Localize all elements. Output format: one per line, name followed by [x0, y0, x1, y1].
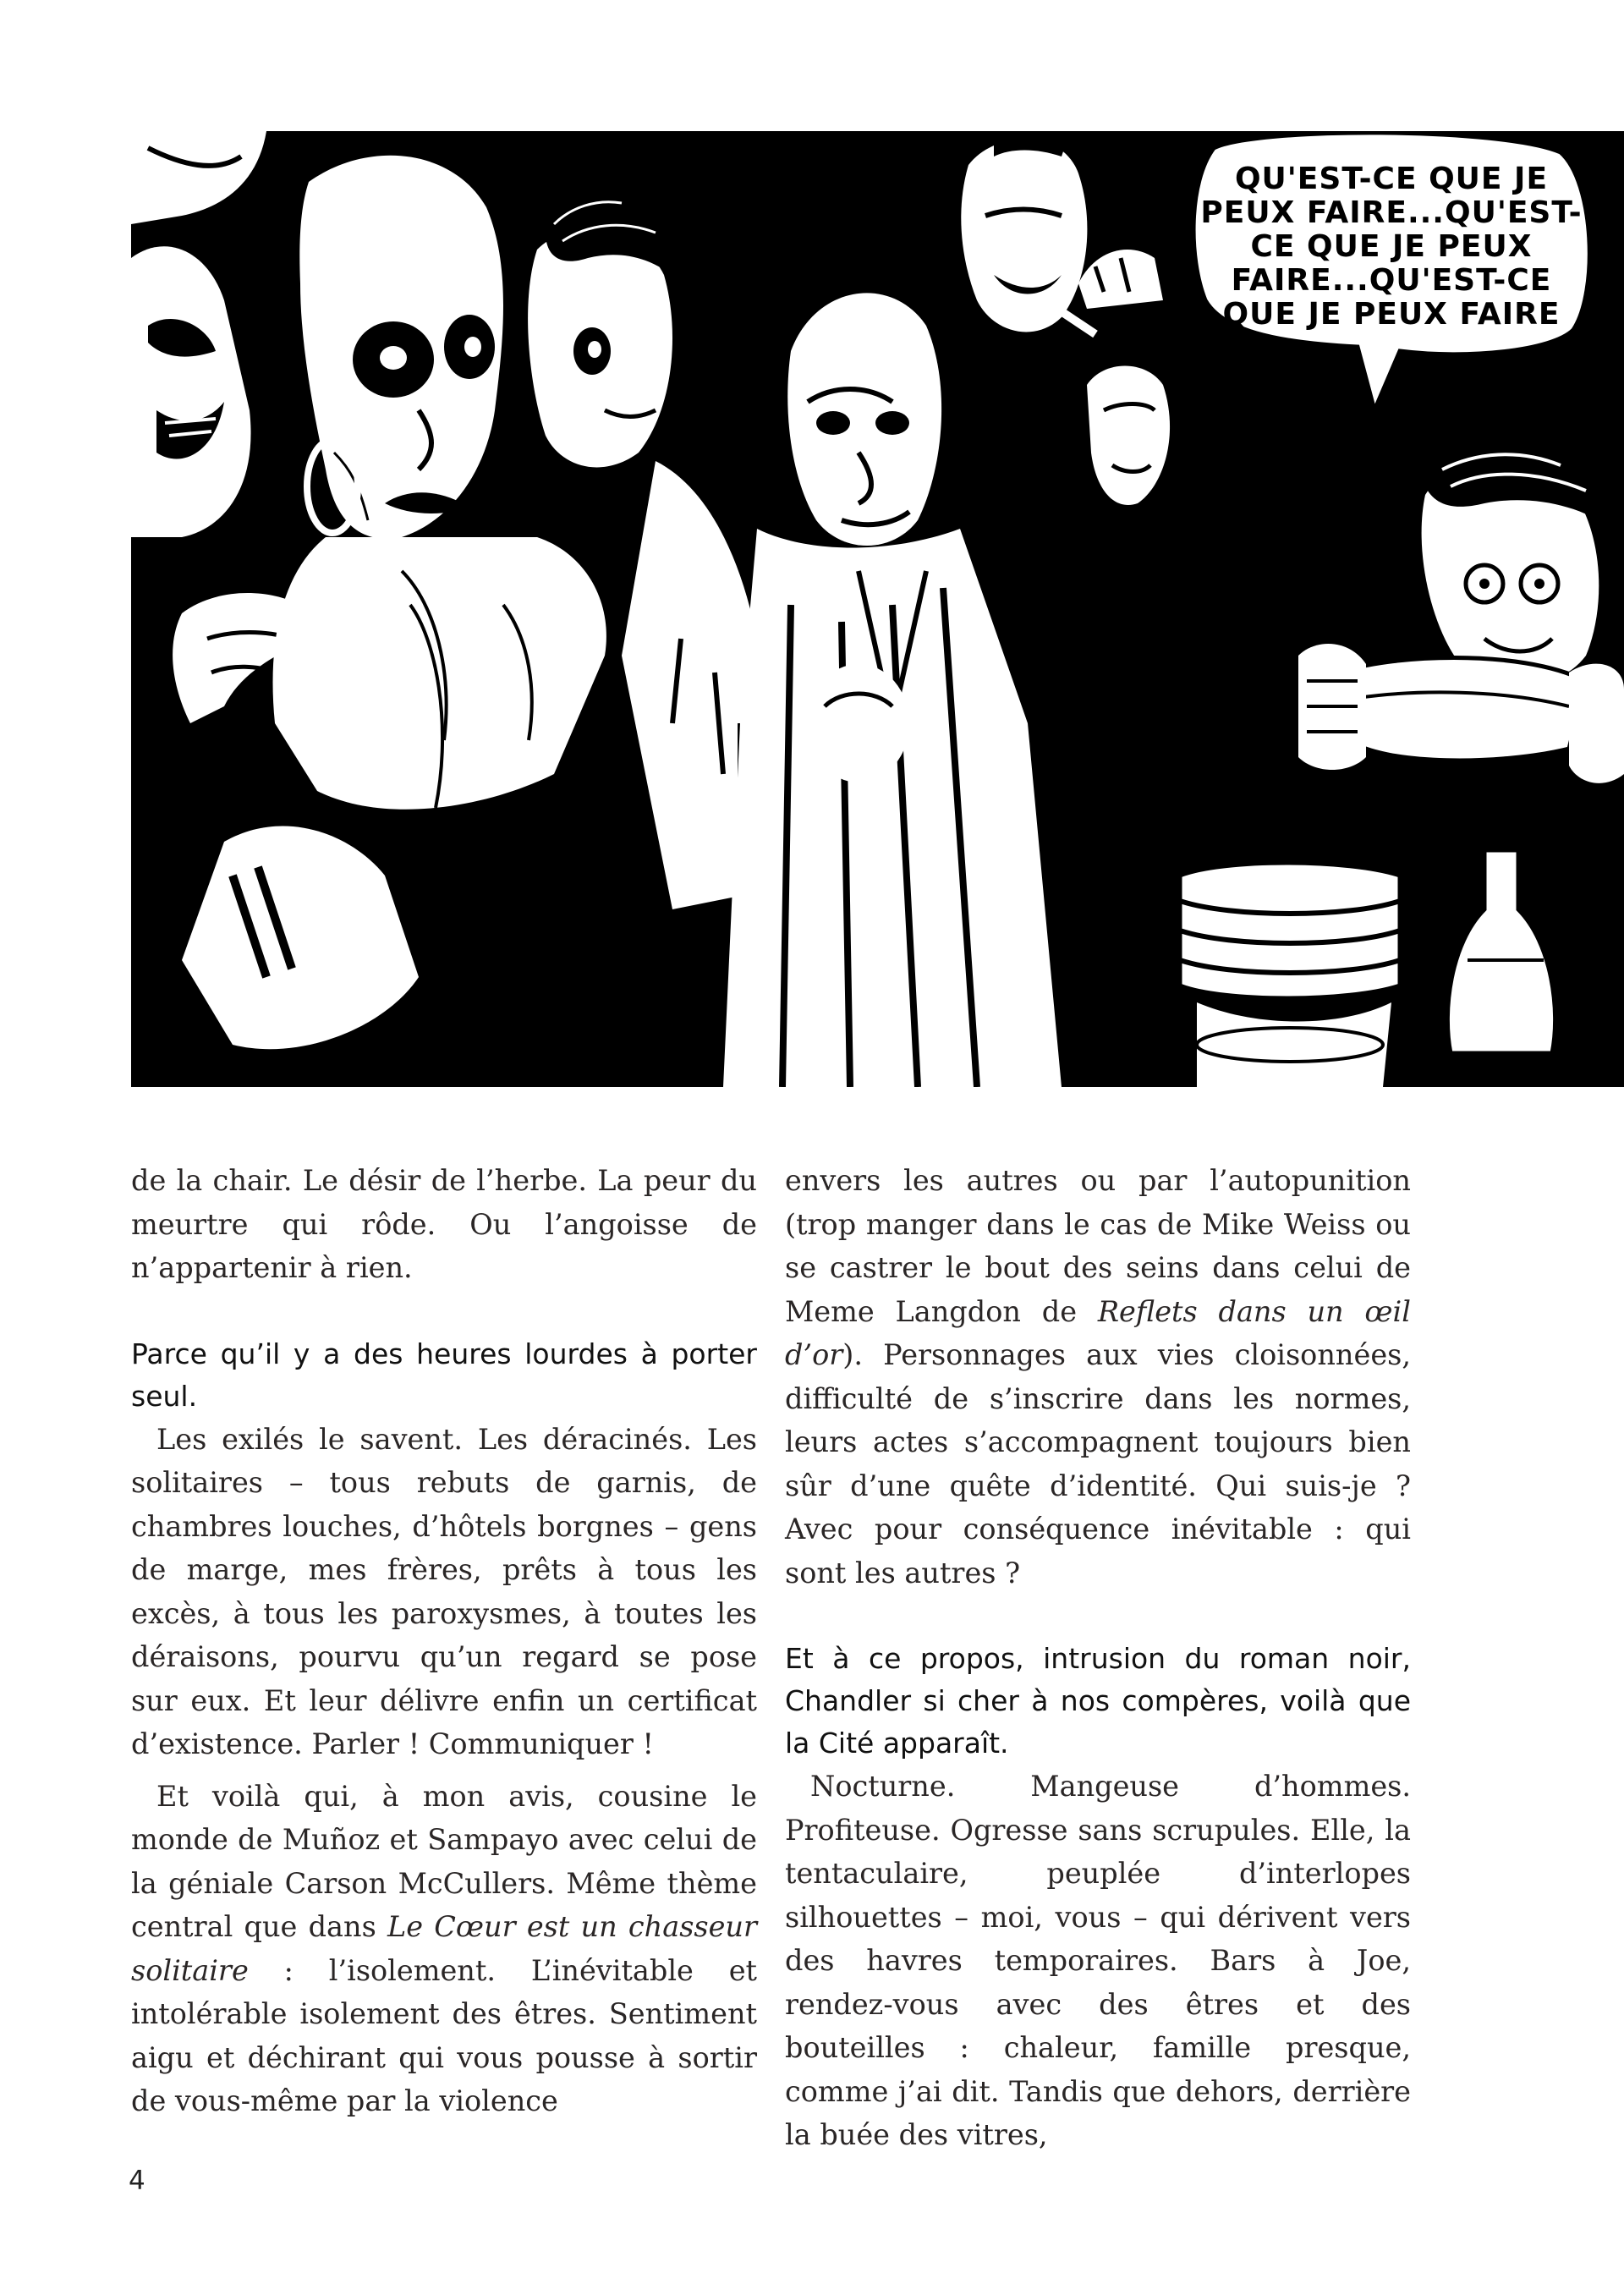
- balloon-line-2: PEUX FAIRE...QU'EST-: [1200, 195, 1583, 230]
- page-number: 4: [129, 2166, 145, 2196]
- right-paragraph-2: Nocturne. Mangeuse d’hommes. Profiteuse. Ogresse sans scrupules. Elle, la tentaculaire, peuplée d’interlopes silhouettes – moi, vous – qui dérivent vers des havres temporaires. Bars à Joe, rendez-vous avec des êtres et des bouteilles : chaleur, famille presque, comme j’ai dit. Tandis que dehors, derrière la buée des vitres,: [785, 1770, 1411, 2151]
- book-title-coeur: Le Cœur est un chasseur solitaire: [131, 1910, 757, 1987]
- comic-panel-drawing: [131, 131, 1624, 1087]
- sandwich-stack: [1180, 863, 1400, 1087]
- right-text-column: [785, 1159, 1411, 2157]
- left-paragraph-3-text-b: : l’isolement. L’inévitable et intolérable isolement des êtres. Sentiment aigu et déchirant qui vous pousse à sortir de vous-même par la violence: [131, 1953, 757, 2117]
- left-paragraph-3: [131, 1775, 757, 2123]
- right-paragraph-1: [785, 1159, 1411, 1595]
- book-title-reflets: Reflets dans un œil d’or: [785, 1294, 1411, 1371]
- left-paragraph-2: Les exilés le savent. Les déracinés. Les solitaires – tous rebuts de garnis, de chambres louches, d’hôtels borgnes – gens de marge, mes frères, prêts à tous les excès, à tous les paroxysmes, à toutes les déraisons, pourvu qu’un regard se pose sur eux. Et leur délivre enfin un certificat d’existence. Parler ! Communiquer !: [131, 1422, 757, 1760]
- balloon-line-5: QUE JE PEUX FAIRE: [1222, 297, 1561, 332]
- left-text-column: [131, 1159, 757, 2123]
- balloon-line-1: QU'EST-CE QUE JE: [1234, 162, 1549, 196]
- left-paragraph-3-text-a: Et voilà qui, à mon avis, cousine le monde de Muñoz et Sampayo avec celui de la géniale Carson McCullers. Même thème central que dans: [131, 1779, 757, 1943]
- balloon-line-4: FAIRE...QU'EST-CE: [1231, 263, 1552, 298]
- section-heading-2: Et à ce propos, intrusion du roman noir, Chandler si cher à nos compères, voilà que la Cité apparaît.: [785, 1642, 1411, 1760]
- left-paragraph-1: de la chair. Le désir de l’herbe. La peur du meurtre qui rôde. Ou l’angoisse de n’appartenir à rien.: [131, 1164, 757, 1284]
- right-paragraph-1-text-b: ). Personnages aux vies cloisonnées, difficulté de s’inscrire dans les normes, leurs actes s’accompagnent toujours bien sûr d’une quête d’identité. Qui suis-je ? Avec pour conséquence inévitable : qui sont les autres ?: [785, 1338, 1411, 1589]
- comic-panel-illustration: [131, 131, 1624, 1087]
- balloon-line-3: CE QUE JE PEUX: [1250, 229, 1533, 264]
- section-heading-1: Parce qu’il y a des heures lourdes à porter seul.: [131, 1337, 757, 1413]
- right-paragraph-1-text-a: envers les autres ou par l’autopunition (trop manger dans le cas de Mike Weiss ou se castrer le bout des seins dans celui de Meme Langdon de: [785, 1164, 1411, 1328]
